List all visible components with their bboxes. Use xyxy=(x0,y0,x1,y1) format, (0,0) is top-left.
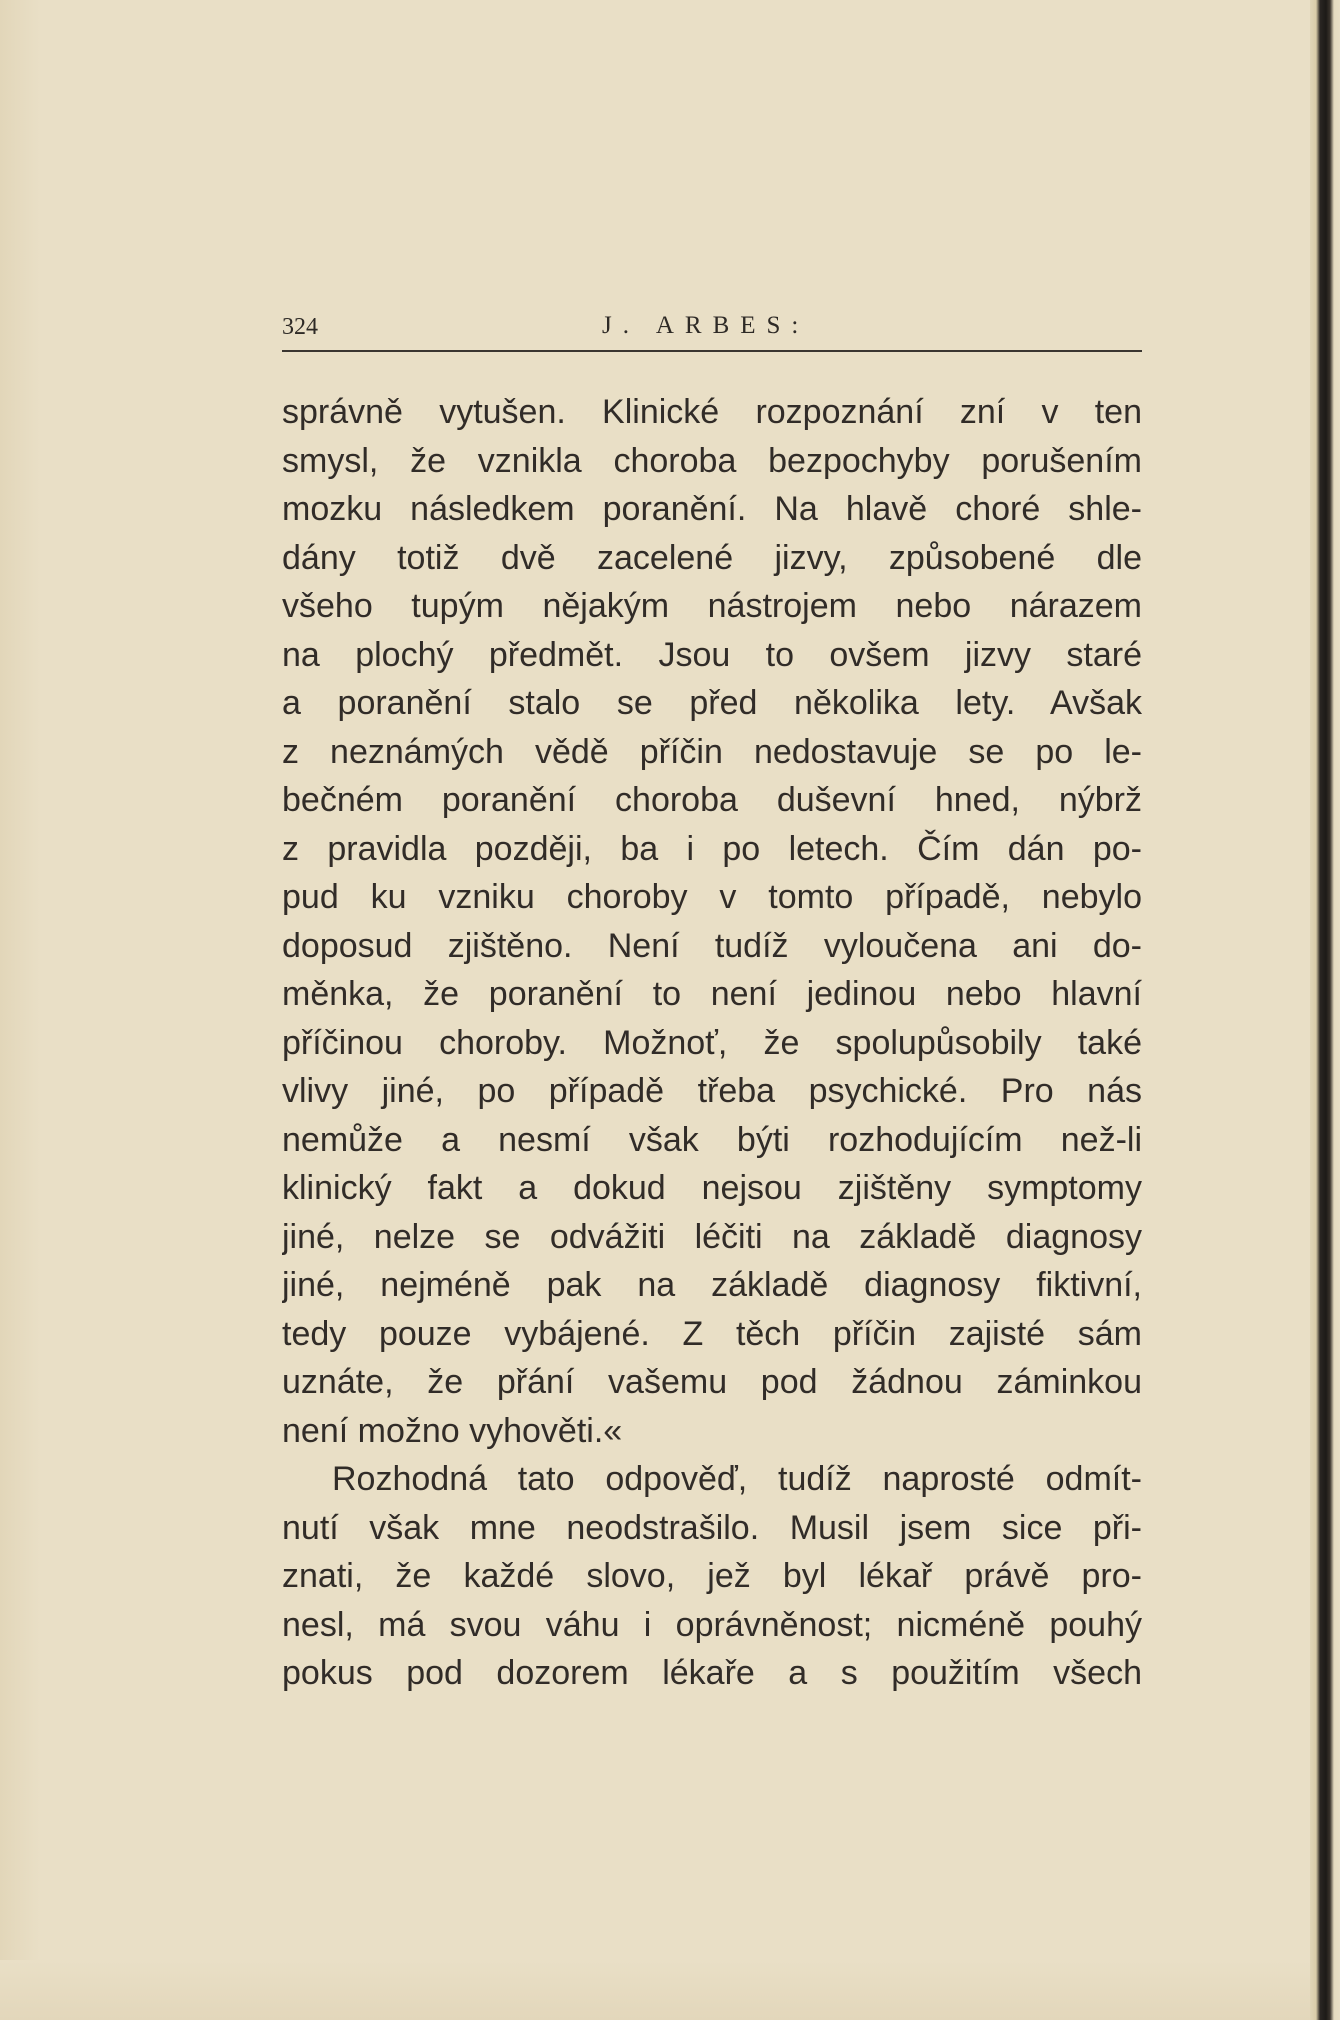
book-page xyxy=(282,300,1142,1698)
text-line: není možno vyhověti.« xyxy=(282,1411,623,1450)
page-header xyxy=(282,300,1142,352)
text-line: tedy pouze vybájené. Z těch příčin zajisté sám xyxy=(282,1314,1142,1353)
text-line: příčinou choroby. Možnoť, že spolupůsobily také xyxy=(282,1023,1142,1062)
text-line: z pravidla později, ba i po letech. Čím dán po- xyxy=(282,829,1142,868)
scan-shadow-bottom xyxy=(0,1960,1340,2020)
book-page-edge xyxy=(1310,0,1340,2020)
text-line: znati, že každé slovo, jež byl lékař právě pro- xyxy=(282,1557,1142,1595)
text-line: všeho tupým nějakým nástrojem nebo nárazem xyxy=(282,587,1142,625)
page-body xyxy=(282,388,1142,1698)
text-line: jiné, nelze se odvážiti léčiti na základě diagnosy xyxy=(282,1217,1142,1256)
paragraph-1 xyxy=(282,388,1142,1455)
text-line: Rozhodná tato odpověď, tudíž naprosté odmít- xyxy=(332,1460,1142,1498)
text-line: nesl, má svou váhu i oprávněnost; nicméně pouhý xyxy=(282,1605,1142,1644)
text-line: doposud zjištěno. Není tudíž vyloučena ani do- xyxy=(282,926,1142,965)
text-line: z neznámých vědě příčin nedostavuje se po le- xyxy=(282,732,1142,771)
text-line: mozku následkem poranění. Na hlavě choré shle- xyxy=(282,490,1142,528)
paragraph-2 xyxy=(282,1455,1142,1698)
text-line: pud ku vzniku choroby v tomto případě, nebylo xyxy=(282,878,1142,916)
text-line: na plochý předmět. Jsou to ovšem jizvy staré xyxy=(282,635,1142,674)
text-line: klinický fakt a dokud nejsou zjištěny symptomy xyxy=(282,1169,1142,1207)
text-line: jiné, nejméně pak na základě diagnosy fiktivní, xyxy=(282,1266,1142,1304)
page-number: 324 xyxy=(282,314,318,340)
text-line: nutí však mne neodstrašilo. Musil jsem sice při- xyxy=(282,1508,1142,1547)
text-line: měnka, že poranění to není jedinou nebo hlavní xyxy=(282,975,1142,1013)
text-line: nemůže a nesmí však býti rozhodujícím než-li xyxy=(282,1120,1142,1159)
text-line: dány totiž dvě zacelené jizvy, způsobené dle xyxy=(282,538,1142,577)
running-head: J. ARBES: xyxy=(602,312,810,339)
text-line: vlivy jiné, po případě třeba psychické. Pro nás xyxy=(282,1072,1142,1110)
text-line: bečném poranění choroba duševní hned, nýbrž xyxy=(282,781,1142,819)
scan-shadow-left xyxy=(0,0,40,2020)
text-line: pokus pod dozorem lékaře a s použitím všech xyxy=(282,1654,1142,1692)
text-line: smysl, že vznikla choroba bezpochyby porušením xyxy=(282,441,1142,480)
text-line: správně vytušen. Klinické rozpoznání zní v ten xyxy=(282,393,1142,431)
text-line: a poranění stalo se před několika lety. Avšak xyxy=(282,684,1142,722)
text-line: uznáte, že přání vašemu pod žádnou záminkou xyxy=(282,1363,1142,1401)
